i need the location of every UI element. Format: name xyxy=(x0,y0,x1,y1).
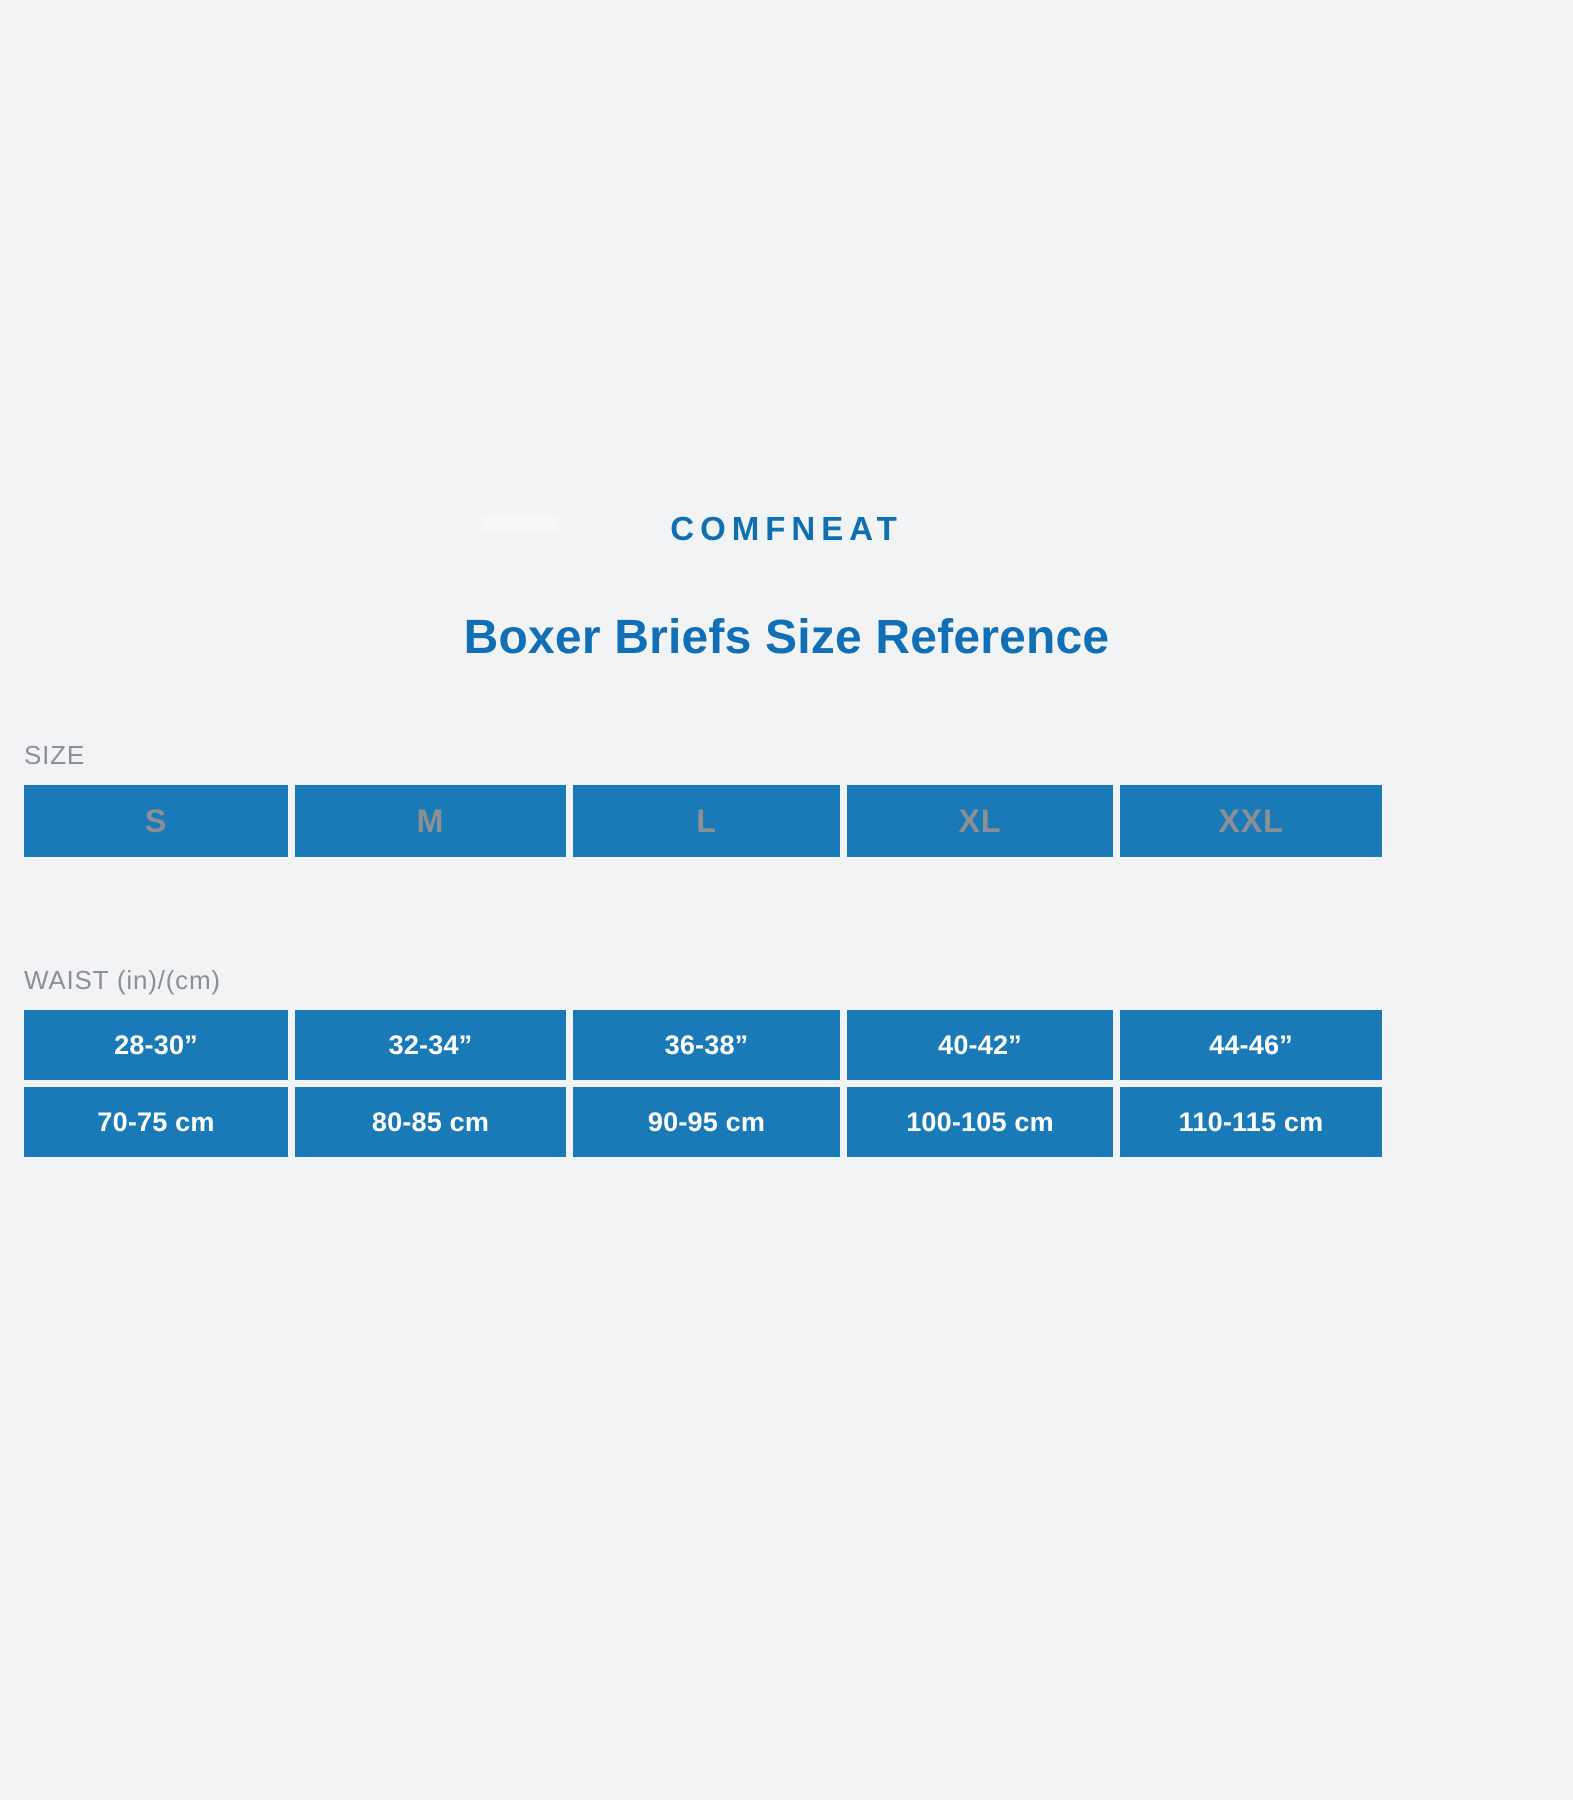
waist-inches-cell xyxy=(1120,1010,1382,1080)
size-value: L xyxy=(696,802,717,839)
waist-inches-value: 32-34” xyxy=(388,1029,473,1060)
size-cell xyxy=(1120,785,1382,857)
waist-section xyxy=(24,965,1550,1164)
size-cell xyxy=(573,785,840,857)
waist-cm-value: 110-115 cm xyxy=(1178,1106,1324,1137)
waist-inches-row xyxy=(24,1010,1550,1080)
size-value: XL xyxy=(958,802,1002,839)
waist-inches-cell xyxy=(847,1010,1113,1080)
waist-section-label: WAIST (in)/(cm) xyxy=(24,965,221,995)
size-section xyxy=(24,740,1550,864)
waist-cm-cell xyxy=(847,1087,1113,1157)
waist-inches-value: 44-46” xyxy=(1209,1029,1293,1060)
brand-logo: COMFNEAT xyxy=(670,510,903,547)
size-value: M xyxy=(416,802,445,839)
size-cell xyxy=(847,785,1113,857)
waist-cm-cell xyxy=(573,1087,840,1157)
waist-centimeters-row xyxy=(24,1087,1550,1157)
size-row xyxy=(24,785,1550,857)
waist-inches-value: 28-30” xyxy=(114,1029,198,1060)
waist-cm-value: 100-105 cm xyxy=(906,1106,1054,1137)
waist-cm-cell xyxy=(1120,1087,1382,1157)
size-value: XXL xyxy=(1218,802,1284,839)
waist-cm-cell xyxy=(295,1087,566,1157)
waist-inches-cell xyxy=(573,1010,840,1080)
size-section-label: SIZE xyxy=(24,740,85,770)
waist-inches-cell xyxy=(295,1010,566,1080)
size-value: S xyxy=(144,802,168,839)
waist-inches-value: 36-38” xyxy=(664,1029,749,1060)
page-title: Boxer Briefs Size Reference xyxy=(463,611,1110,664)
waist-cm-cell xyxy=(24,1087,288,1157)
waist-cm-value: 80-85 cm xyxy=(371,1106,490,1137)
waist-inches-value: 40-42” xyxy=(938,1029,1022,1060)
size-cell xyxy=(24,785,288,857)
waist-cm-value: 70-75 cm xyxy=(97,1106,215,1137)
waist-inches-cell xyxy=(24,1010,288,1080)
size-cell xyxy=(295,785,566,857)
waist-cm-value: 90-95 cm xyxy=(647,1106,766,1137)
